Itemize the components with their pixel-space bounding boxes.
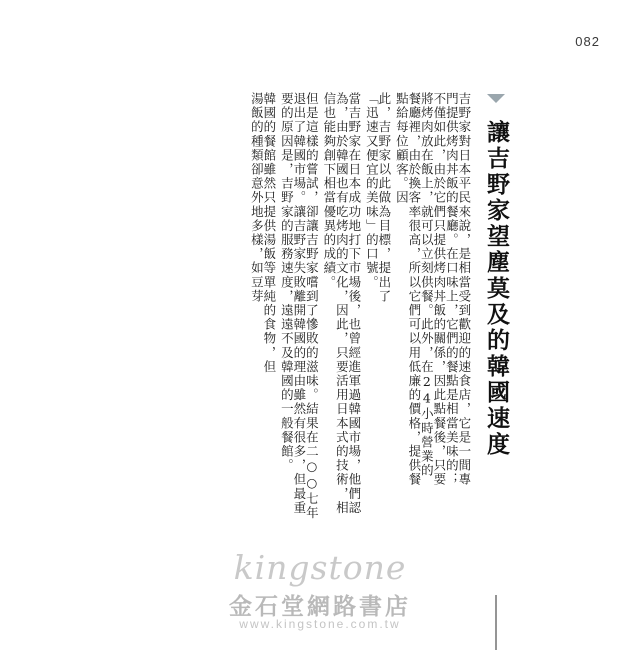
text-column: 吉野家對日本平民來說，是相當受到歡迎的速食店，它是一間專門提供烤肉丼飯的餐廳。在口味上，它們的餐點是相當美味的；不僅如此，由於它們只提供烤肉丼飯的關係，因此點餐後，只要將烤肉放在飯上，就可以立刻供餐。此外，在24小時營業的餐廳裡，由於換客率很高，所以它們可以用低廉的價格，提供餐點給每位顧客。因	[394, 92, 472, 487]
page-number: 082	[575, 34, 600, 49]
page-title	[484, 92, 508, 590]
text-column: 韓國的餐館雖然只提供湯飯等單純的食物，但湯飯的種類卻意外地多樣，如豆芽	[249, 92, 277, 374]
article-body	[150, 92, 510, 562]
title-rule	[495, 595, 496, 650]
text-column: 當吉野家在日本成功地打下市場後，也曾經進軍過韓國市場，他們認為，由於韓國也有吃烤肉的文化，因此，只要活用日本式的技術，相信也能夠創下相當優異的成績。	[321, 92, 362, 515]
text-column: 但是這樣的嘗試，卻讓吉野家嚐到了慘敗的滋味。結果在二○○七年退出了韓國市場。讓吉野家失敗離開韓國的理由雖然有很多，但最重要的原因是，吉野家的服務速度，遠遠不及韓國的一般餐館。	[279, 92, 320, 520]
triangle-ornament	[487, 94, 505, 103]
watermark-brand-script: kingstone	[233, 548, 407, 587]
text-column: 此，吉野家以此做為目標，提出了「迅速又便宜的美味」的口號。	[364, 92, 392, 304]
watermark-url: www.kingstone.com.tw	[239, 617, 401, 631]
page-title-text: 讓吉野家望塵莫及的韓國速度	[483, 120, 510, 458]
watermark-store-name: 金石堂網路書店	[229, 593, 411, 620]
